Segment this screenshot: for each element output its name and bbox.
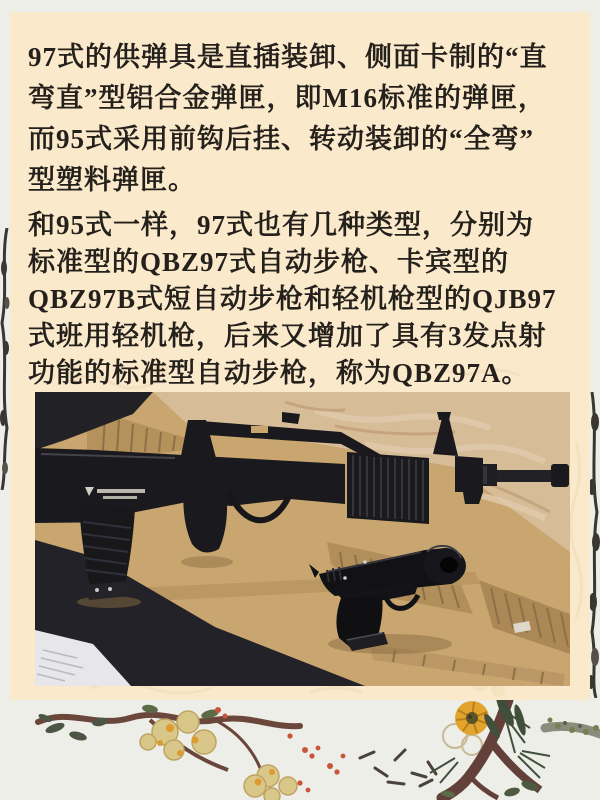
text-line: 标准型的QBZ97式自动步枪、卡宾型的 (28, 247, 510, 277)
bottom-floral-art (0, 698, 600, 800)
left-ink-art (0, 228, 10, 490)
text-line: QBZ97B式短自动步枪和轻机枪型的QJB97 (28, 284, 557, 314)
text-line: 而95式采用前钩后挂、转动装卸的“全弯” (28, 124, 534, 154)
text-line: 型塑料弹匣。 (28, 165, 196, 195)
paragraph-1 (28, 37, 580, 201)
text-line: 式班用轻机枪，后来又增加了具有3发点射 (28, 321, 547, 351)
text-line: 功能的标准型自动步枪，称为QBZ97A。 (28, 358, 530, 388)
content-card (10, 12, 590, 700)
paragraph-2 (28, 207, 580, 392)
text-line: 97式的供弹具是直插装卸、侧面卡制的“直 (28, 42, 548, 72)
text-line: 和95式一样，97式也有几种类型，分别为 (28, 210, 534, 240)
text-line: 弯直”型铝合金弹匣，即M16标准的弹匣， (28, 83, 546, 113)
weapons-photo (35, 392, 570, 686)
